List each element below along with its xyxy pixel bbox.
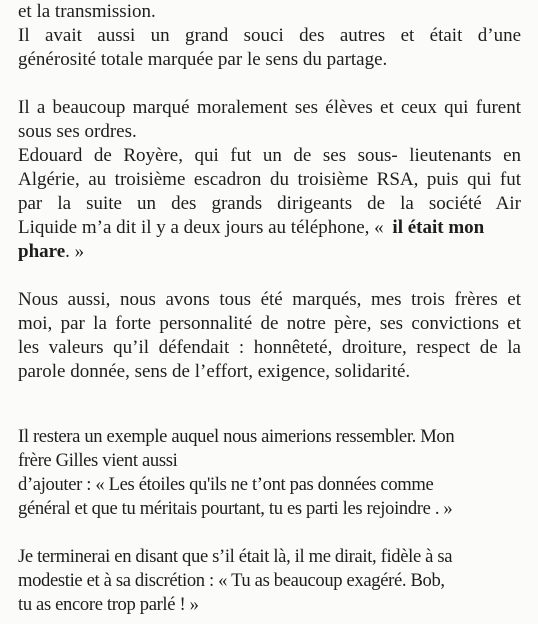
text-line: Il avait aussi un grand souci des autres et était d’une xyxy=(18,25,521,46)
text-line: par la suite un des grands dirigeants de la société Air xyxy=(18,193,521,214)
emphasis-text: il était mon xyxy=(392,217,485,238)
text-line: d’ajouter : « Les étoiles qu'ils ne t’ont pas données comme xyxy=(18,474,434,495)
emphasis-text: phare xyxy=(18,241,66,262)
text-run: . » xyxy=(65,241,85,262)
text-line xyxy=(18,216,521,240)
text-line xyxy=(18,240,521,264)
text-line: et la transmission. xyxy=(18,1,156,22)
text-line: Je terminerai en disant que s’il était là, il me dirait, fidèle à sa xyxy=(18,546,453,567)
text-line: Il restera un exemple auquel nous aimerions ressembler. Mon xyxy=(18,426,455,447)
text-line: tu as encore trop parlé ! » xyxy=(18,594,199,615)
text-line: générosité totale marquée par le sens du partage. xyxy=(18,49,388,70)
text-line: général et que tu méritais pourtant, tu es parti les rejoindre . » xyxy=(18,498,453,519)
text-line: Edouard de Royère, qui fut un de ses sous- lieutenants en xyxy=(18,145,521,166)
text-line: Nous aussi, nous avons tous été marqués, mes trois frères et xyxy=(18,289,521,310)
text-line: parole donnée, sens de l’effort, exigence, solidarité. xyxy=(18,361,411,382)
text-line: moi, par la forte personnalité de notre père, ses convictions et xyxy=(18,313,521,334)
text-line: modestie et à sa discrétion : « Tu as beaucoup exagéré. Bob, xyxy=(18,570,445,591)
text-line: sous ses ordres. xyxy=(18,121,137,142)
text-line: Il a beaucoup marqué moralement ses élèves et ceux qui furent xyxy=(18,97,521,118)
text-line: frère Gilles vient aussi xyxy=(18,450,178,471)
text-line: les valeurs qu’il défendait : honnêteté, droiture, respect de la xyxy=(18,337,521,358)
text-run: Liquide m’a dit il y a deux jours au téléphone, « xyxy=(18,217,384,238)
text-line: Algérie, au troisième escadron du troisième RSA, puis qui fut xyxy=(18,169,521,190)
